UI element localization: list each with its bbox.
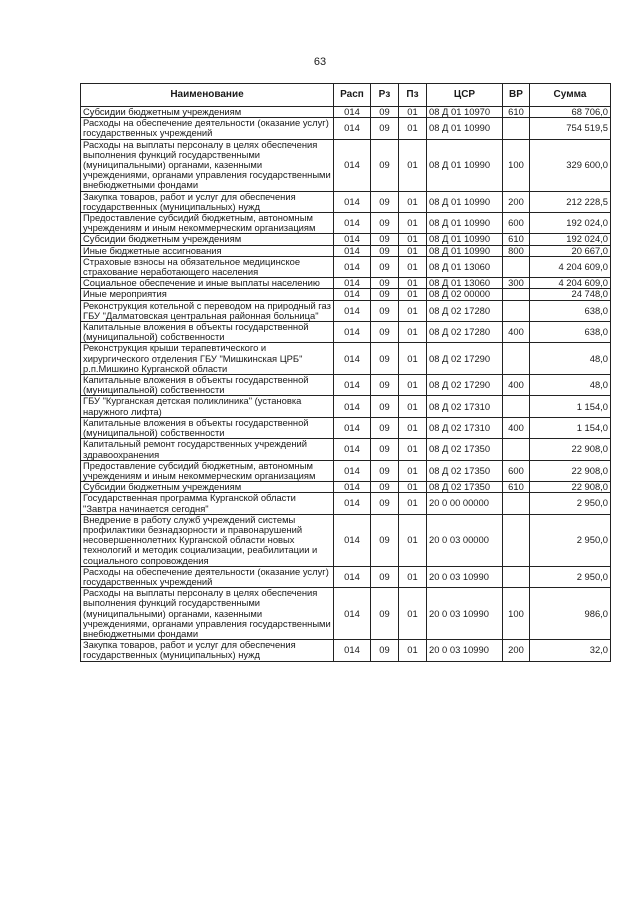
row-pz: 01: [399, 256, 427, 277]
row-sum: 192 024,0: [530, 213, 611, 234]
row-csr: 08 Д 02 17290: [427, 375, 503, 396]
row-vr: 200: [503, 640, 530, 661]
row-pz: 01: [399, 375, 427, 396]
row-sum: 48,0: [530, 375, 611, 396]
row-vr: [503, 566, 530, 587]
row-rz: 09: [371, 139, 399, 191]
row-pz: 01: [399, 493, 427, 514]
row-sum: 24 748,0: [530, 289, 611, 300]
row-sum: 754 519,5: [530, 118, 611, 139]
row-rasp: 014: [334, 213, 371, 234]
row-vr: 100: [503, 139, 530, 191]
row-csr: 08 Д 02 17310: [427, 417, 503, 438]
table-row: [81, 107, 611, 118]
row-name: Капитальные вложения в объекты государственной (муниципальной) собственности: [81, 417, 334, 438]
row-pz: 01: [399, 640, 427, 661]
row-vr: 800: [503, 245, 530, 256]
table-row: [81, 588, 611, 640]
row-name: Реконструкция котельной с переводом на природный газ ГБУ "Далматовская центральная районная больница": [81, 300, 334, 321]
row-vr: 400: [503, 375, 530, 396]
row-rasp: 014: [334, 417, 371, 438]
row-pz: 01: [399, 118, 427, 139]
header-vr: ВР: [503, 84, 530, 107]
row-sum: 2 950,0: [530, 566, 611, 587]
row-rasp: 014: [334, 396, 371, 417]
row-pz: 01: [399, 300, 427, 321]
row-sum: 22 908,0: [530, 439, 611, 460]
table-row: [81, 300, 611, 321]
row-pz: 01: [399, 460, 427, 481]
row-pz: 01: [399, 566, 427, 587]
row-csr: 08 Д 01 10990: [427, 118, 503, 139]
row-rz: 09: [371, 343, 399, 375]
row-rasp: 014: [334, 588, 371, 640]
table-row: [81, 640, 611, 661]
row-rz: 09: [371, 234, 399, 245]
row-csr: 08 Д 02 00000: [427, 289, 503, 300]
row-csr: 08 Д 02 17310: [427, 396, 503, 417]
row-sum: 1 154,0: [530, 417, 611, 438]
table-row: [81, 375, 611, 396]
row-name: Закупка товаров, работ и услуг для обеспечения государственных (муниципальных) нужд: [81, 191, 334, 212]
row-rz: 09: [371, 417, 399, 438]
row-rz: 09: [371, 300, 399, 321]
row-name: Расходы на обеспечение деятельности (оказание услуг) государственных учреждений: [81, 566, 334, 587]
row-csr: 08 Д 01 10990: [427, 245, 503, 256]
row-rasp: 014: [334, 139, 371, 191]
row-sum: 4 204 609,0: [530, 256, 611, 277]
row-name: Субсидии бюджетным учреждениям: [81, 234, 334, 245]
row-rz: 09: [371, 256, 399, 277]
row-csr: 20 0 03 10990: [427, 640, 503, 661]
row-sum: 2 950,0: [530, 493, 611, 514]
header-sum: Сумма: [530, 84, 611, 107]
row-vr: 400: [503, 322, 530, 343]
row-csr: 20 0 03 10990: [427, 566, 503, 587]
row-rasp: 014: [334, 256, 371, 277]
row-sum: 1 154,0: [530, 396, 611, 417]
row-pz: 01: [399, 343, 427, 375]
row-rasp: 014: [334, 439, 371, 460]
table-row: [81, 396, 611, 417]
row-name: Социальное обеспечение и иные выплаты населению: [81, 278, 334, 289]
row-sum: 4 204 609,0: [530, 278, 611, 289]
row-name: Капитальный ремонт государственных учреждений здравоохранения: [81, 439, 334, 460]
table-row: [81, 566, 611, 587]
table-row: [81, 278, 611, 289]
row-rz: 09: [371, 439, 399, 460]
row-rasp: 014: [334, 514, 371, 566]
row-name: Капитальные вложения в объекты государственной (муниципальной) собственности: [81, 375, 334, 396]
row-rz: 09: [371, 375, 399, 396]
row-vr: [503, 256, 530, 277]
row-name: Предоставление субсидий бюджетным, автономным учреждениям и иным некоммерческим организациям: [81, 213, 334, 234]
row-sum: 329 600,0: [530, 139, 611, 191]
table-row: [81, 460, 611, 481]
row-rz: 09: [371, 322, 399, 343]
table-row: [81, 514, 611, 566]
table-row: [81, 439, 611, 460]
row-pz: 01: [399, 139, 427, 191]
row-pz: 01: [399, 588, 427, 640]
row-sum: 2 950,0: [530, 514, 611, 566]
row-rz: 09: [371, 482, 399, 493]
row-sum: 638,0: [530, 322, 611, 343]
row-vr: [503, 493, 530, 514]
table-row: [81, 417, 611, 438]
row-rasp: 014: [334, 566, 371, 587]
row-vr: 600: [503, 460, 530, 481]
row-rz: 09: [371, 289, 399, 300]
page-number: 63: [313, 56, 327, 68]
row-rz: 09: [371, 107, 399, 118]
row-rz: 09: [371, 493, 399, 514]
row-vr: 100: [503, 588, 530, 640]
row-pz: 01: [399, 514, 427, 566]
row-pz: 01: [399, 417, 427, 438]
row-name: Реконструкция крыши терапевтического и хирургического отделения ГБУ "Мишкинская ЦРБ" р.п.Мишкино Курганской области: [81, 343, 334, 375]
row-rz: 09: [371, 245, 399, 256]
row-name: ГБУ "Курганская детская поликлиника" (установка наружного лифта): [81, 396, 334, 417]
row-rasp: 014: [334, 118, 371, 139]
row-rasp: 014: [334, 245, 371, 256]
row-csr: 08 Д 02 17350: [427, 482, 503, 493]
row-name: Государственная программа Курганской области "Завтра начинается сегодня": [81, 493, 334, 514]
row-rz: 09: [371, 514, 399, 566]
row-csr: 08 Д 02 17280: [427, 322, 503, 343]
row-vr: [503, 343, 530, 375]
row-pz: 01: [399, 191, 427, 212]
table-header-row: [81, 84, 611, 107]
table-row: [81, 118, 611, 139]
table-row: [81, 139, 611, 191]
row-vr: 400: [503, 417, 530, 438]
table-row: [81, 191, 611, 212]
row-pz: 01: [399, 289, 427, 300]
row-csr: 08 Д 01 10970: [427, 107, 503, 118]
header-csr: ЦСР: [427, 84, 503, 107]
row-sum: 638,0: [530, 300, 611, 321]
row-rasp: 014: [334, 482, 371, 493]
row-pz: 01: [399, 396, 427, 417]
row-pz: 01: [399, 245, 427, 256]
table-row: [81, 289, 611, 300]
row-name: Субсидии бюджетным учреждениям: [81, 482, 334, 493]
table-row: [81, 493, 611, 514]
row-rasp: 014: [334, 493, 371, 514]
row-rasp: 014: [334, 278, 371, 289]
row-name: Страховые взносы на обязательное медицинское страхование неработающего населения: [81, 256, 334, 277]
row-csr: 08 Д 01 13060: [427, 256, 503, 277]
row-name: Капитальные вложения в объекты государственной (муниципальной) собственности: [81, 322, 334, 343]
row-rasp: 014: [334, 375, 371, 396]
row-pz: 01: [399, 278, 427, 289]
row-pz: 01: [399, 107, 427, 118]
row-vr: [503, 514, 530, 566]
row-name: Внедрение в работу служб учреждений системы профилактики безнадзорности и правонарушений несовершеннолетних Курганской области новых технологий и методик социализации, реабилитации и социального сопровождения: [81, 514, 334, 566]
row-name: Предоставление субсидий бюджетным, автономным учреждениям и иным некоммерческим организациям: [81, 460, 334, 481]
row-sum: 32,0: [530, 640, 611, 661]
row-rasp: 014: [334, 640, 371, 661]
row-vr: 300: [503, 278, 530, 289]
row-vr: 600: [503, 213, 530, 234]
row-rasp: 014: [334, 234, 371, 245]
row-sum: 22 908,0: [530, 482, 611, 493]
table-row: [81, 213, 611, 234]
row-sum: 192 024,0: [530, 234, 611, 245]
row-vr: 610: [503, 234, 530, 245]
row-csr: 08 Д 02 17350: [427, 460, 503, 481]
row-vr: 610: [503, 482, 530, 493]
header-rz: Рз: [371, 84, 399, 107]
row-name: Закупка товаров, работ и услуг для обеспечения государственных (муниципальных) нужд: [81, 640, 334, 661]
table-row: [81, 482, 611, 493]
row-csr: 08 Д 01 10990: [427, 191, 503, 212]
row-vr: [503, 118, 530, 139]
row-pz: 01: [399, 482, 427, 493]
table-row: [81, 234, 611, 245]
row-sum: 212 228,5: [530, 191, 611, 212]
row-rz: 09: [371, 588, 399, 640]
row-vr: 200: [503, 191, 530, 212]
row-vr: [503, 396, 530, 417]
row-csr: 08 Д 02 17350: [427, 439, 503, 460]
row-csr: 20 0 03 10990: [427, 588, 503, 640]
row-csr: 20 0 03 00000: [427, 514, 503, 566]
row-sum: 986,0: [530, 588, 611, 640]
row-sum: 48,0: [530, 343, 611, 375]
table-row: [81, 245, 611, 256]
row-name: Иные мероприятия: [81, 289, 334, 300]
table-row: [81, 322, 611, 343]
row-name: Расходы на обеспечение деятельности (оказание услуг) государственных учреждений: [81, 118, 334, 139]
row-csr: 08 Д 02 17290: [427, 343, 503, 375]
row-pz: 01: [399, 213, 427, 234]
row-rz: 09: [371, 640, 399, 661]
row-rz: 09: [371, 396, 399, 417]
row-rasp: 014: [334, 322, 371, 343]
row-pz: 01: [399, 234, 427, 245]
row-sum: 68 706,0: [530, 107, 611, 118]
row-name: Расходы на выплаты персоналу в целях обеспечения выполнения функций государственными (муниципальными) органами, казенными учреждениями, органами управления государственными внебюджетными фондами: [81, 588, 334, 640]
row-vr: 610: [503, 107, 530, 118]
row-rasp: 014: [334, 289, 371, 300]
row-rasp: 014: [334, 343, 371, 375]
header-name: Наименование: [81, 84, 334, 107]
row-csr: 08 Д 01 10990: [427, 139, 503, 191]
row-rasp: 014: [334, 191, 371, 212]
row-csr: 20 0 00 00000: [427, 493, 503, 514]
row-rasp: 014: [334, 300, 371, 321]
row-rasp: 014: [334, 107, 371, 118]
row-rz: 09: [371, 191, 399, 212]
row-vr: [503, 300, 530, 321]
row-name: Расходы на выплаты персоналу в целях обеспечения выполнения функций государственными (муниципальными) органами, казенными учреждениями, органами управления государственными внебюджетными фондами: [81, 139, 334, 191]
row-csr: 08 Д 01 10990: [427, 213, 503, 234]
row-name: Субсидии бюджетным учреждениям: [81, 107, 334, 118]
header-rasp: Расп: [334, 84, 371, 107]
row-name: Иные бюджетные ассигнования: [81, 245, 334, 256]
row-rz: 09: [371, 566, 399, 587]
row-sum: 22 908,0: [530, 460, 611, 481]
row-rasp: 014: [334, 460, 371, 481]
row-rz: 09: [371, 278, 399, 289]
row-sum: 20 667,0: [530, 245, 611, 256]
row-vr: [503, 439, 530, 460]
row-pz: 01: [399, 439, 427, 460]
row-csr: 08 Д 01 13060: [427, 278, 503, 289]
row-csr: 08 Д 02 17280: [427, 300, 503, 321]
header-pz: Пз: [399, 84, 427, 107]
row-rz: 09: [371, 118, 399, 139]
table-row: [81, 256, 611, 277]
table-row: [81, 343, 611, 375]
row-pz: 01: [399, 322, 427, 343]
row-vr: [503, 289, 530, 300]
budget-table: [80, 83, 611, 662]
row-rz: 09: [371, 213, 399, 234]
row-csr: 08 Д 01 10990: [427, 234, 503, 245]
row-rz: 09: [371, 460, 399, 481]
